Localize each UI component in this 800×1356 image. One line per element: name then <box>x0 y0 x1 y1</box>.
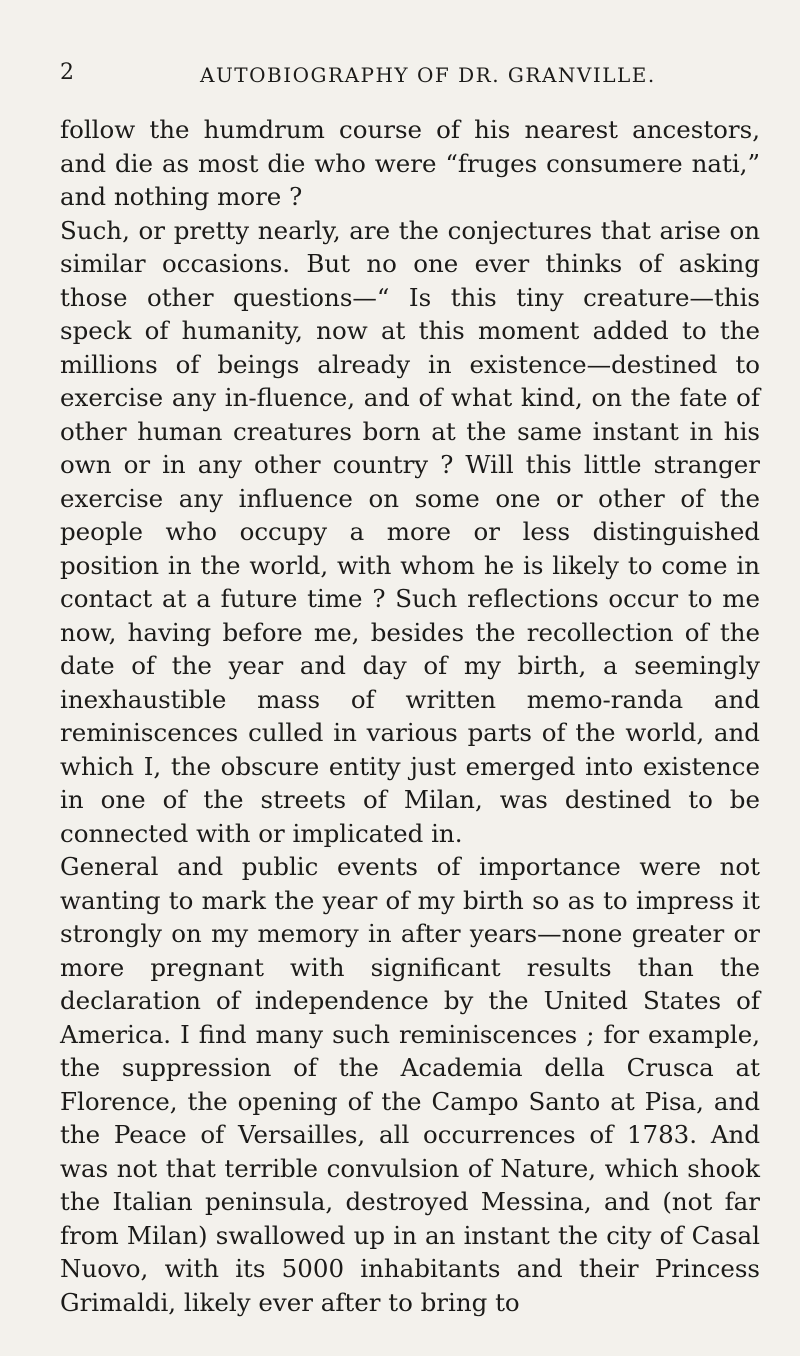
paragraph-3: General and public events of importance were not wanting to mark the year of my birth so as to impress it strongly on my memory in after years—none greater or more pregnant with significant results than the declaration of independence by the United States of America. I find many such reminiscences ; for example, the suppression of the Academia della Crusca at Florence, the opening of the Campo Santo at Pisa, and the Peace of Versailles, all occurrences of 1783. And was not that terrible convulsion of Nature, which shook the Italian peninsula, destroyed Messina, and (not far from Milan) swallowed up in an instant the city of Casal Nuovo, with its 5000 inhabitants and their Princess Grimaldi, likely ever after to bring to <box>60 852 760 1317</box>
paragraph-1: follow the humdrum course of his nearest ancestors, and die as most die who were “fruges consumere nati,” and nothing more ? <box>60 115 760 211</box>
running-title: AUTOBIOGRAPHY OF DR. GRANVILLE. <box>200 63 656 87</box>
page-number: 2 <box>60 60 74 85</box>
paragraph-2: Such, or pretty nearly, are the conjectures that arise on similar occasions. But no one ever thinks of asking those other questions—“ Is this tiny creature—this speck of humanity, now at this moment added to the millions of beings already in existence—destined to exercise any in-fluence, and of what kind, on the fate of other human creatures born at the same instant in his own or in any other country ? Will this little stranger exercise any influence on some one or other of the people who occupy a more or less distinguished position in the world, with whom he is likely to come in contact at a future time ? Such reflections occur to me now, having before me, besides the recollection of the date of the year and day of my birth, a seemingly inexhaustible mass of written memo-randa and reminiscences culled in various parts of the world, and which I, the obscure entity just emerged into existence in one of the streets of Milan, was destined to be connected with or implicated in. <box>60 215 760 848</box>
running-head <box>60 60 760 90</box>
body-text <box>60 113 760 1319</box>
